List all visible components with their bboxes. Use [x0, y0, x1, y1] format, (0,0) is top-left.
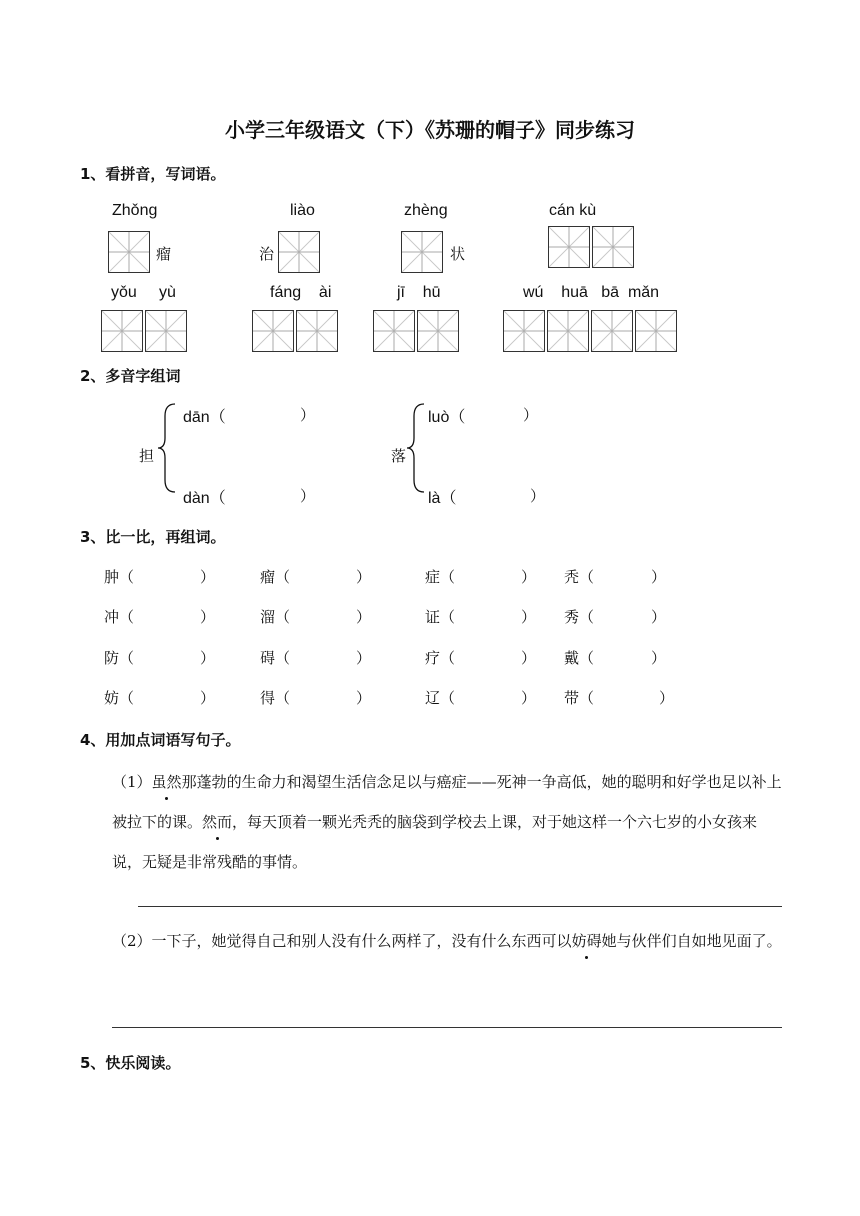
paren-close: ） [651, 608, 667, 626]
suffix-char: 状 [450, 245, 466, 263]
paren-close: ） [300, 487, 316, 505]
section-3-heading: 3、比一比，再组词。 [80, 528, 226, 546]
grid-cell[interactable] [278, 231, 320, 273]
compare-item: 辽（ [425, 689, 456, 707]
paren-close: ） [200, 608, 216, 626]
grid-cell[interactable] [373, 310, 415, 352]
pinyin-wuhuabaman: wú huā bā mǎn [523, 284, 660, 301]
paren-close: ） [521, 689, 537, 707]
reading-luo: luò（ [428, 409, 466, 426]
paren-close: ） [521, 608, 537, 626]
compare-item: 秀（ [564, 608, 595, 626]
pinyin-zheng: zhèng [404, 202, 448, 219]
sentence-part: ，每天顶着一颗光秃秃的脑袋到学校去上课，对于她这样一个六七岁的小女孩来说，无疑是非常残酷的事情。 [112, 813, 758, 871]
paren-close: ） [356, 568, 372, 586]
grid-cell[interactable] [592, 226, 634, 268]
compare-item: 碍（ [260, 649, 291, 667]
reading-dan4: dàn（ [183, 490, 226, 507]
grid-cell[interactable] [635, 310, 677, 352]
writing-grid-liao[interactable] [278, 231, 320, 273]
suffix-char: 瘤 [156, 245, 172, 263]
compare-item: 妨（ [104, 689, 135, 707]
paren-close: ） [651, 649, 667, 667]
pinyin-jihu: jī hū [397, 284, 441, 301]
pinyin-liao: liào [290, 202, 315, 219]
polyphone-char-luo: 落 [391, 447, 407, 465]
paren-close: ） [356, 649, 372, 667]
paren-close: ） [356, 608, 372, 626]
grid-cell[interactable] [503, 310, 545, 352]
paren-close: ） [200, 568, 216, 586]
writing-grid-wuhuabaman[interactable] [503, 310, 677, 352]
compare-item: 证（ [425, 608, 456, 626]
grid-cell[interactable] [591, 310, 633, 352]
compare-item: 带（ [564, 689, 595, 707]
compare-item: 肿（ [104, 568, 135, 586]
grid-cell[interactable] [548, 226, 590, 268]
brace-icon [155, 402, 177, 494]
reading-la: là（ [428, 490, 457, 507]
section-2-heading: 2、多音字组词 [80, 367, 181, 385]
paren-close: ） [200, 689, 216, 707]
question-number: （2） [112, 932, 152, 950]
compare-item: 防（ [104, 649, 135, 667]
paren-close: ） [523, 406, 539, 424]
section-4-heading: 4、用加点词语写句子。 [80, 731, 241, 749]
dotted-word: 虽然 [152, 762, 182, 802]
sentence-part: 一下子，她觉得自己和别人没有什么两样了，没有什么东西可以 [151, 932, 572, 950]
writing-grid-youyu[interactable] [101, 310, 187, 352]
answer-line-2[interactable] [112, 1027, 782, 1028]
paren-close: ） [300, 406, 316, 424]
grid-cell[interactable] [417, 310, 459, 352]
compare-item: 得（ [260, 689, 291, 707]
prefix-char: 治 [259, 245, 275, 263]
writing-grid-fangai[interactable] [252, 310, 338, 352]
grid-cell[interactable] [101, 310, 143, 352]
pinyin-youyu: yǒu yù [111, 284, 176, 301]
grid-cell[interactable] [145, 310, 187, 352]
question-2-text [112, 921, 782, 961]
question-1-text [112, 762, 782, 882]
pinyin-zhong: Zhǒng [112, 202, 158, 219]
reading-dan1: dān（ [183, 409, 226, 426]
pinyin-canku: cán kù [549, 202, 597, 219]
answer-line-1[interactable] [138, 906, 782, 907]
grid-cell[interactable] [252, 310, 294, 352]
grid-cell[interactable] [296, 310, 338, 352]
sentence-part: 那蓬勃的生命力和渴望生活信念足以与癌症——死神一争高低，她的聪明和好学也足以补上被拉下的课。 [112, 773, 782, 831]
compare-item: 戴（ [564, 649, 595, 667]
brace-icon [404, 402, 426, 494]
paren-close: ） [521, 568, 537, 586]
paren-close: ） [521, 649, 537, 667]
compare-item: 秃（ [564, 568, 595, 586]
paren-close: ） [659, 689, 675, 707]
section-1-heading: 1、看拼音，写词语。 [80, 165, 226, 183]
paren-close: ） [356, 689, 372, 707]
compare-item: 溜（ [260, 608, 291, 626]
compare-item: 症（ [425, 568, 456, 586]
paren-close: ） [200, 649, 216, 667]
dotted-word: 然而 [202, 802, 232, 842]
compare-item: 疗（ [425, 649, 456, 667]
grid-cell[interactable] [108, 231, 150, 273]
section-5-heading: 5、快乐阅读。 [80, 1054, 181, 1072]
writing-grid-zhong[interactable] [108, 231, 150, 273]
grid-cell[interactable] [401, 231, 443, 273]
dotted-word: 妨碍 [572, 921, 602, 961]
sentence-part: 她与伙伴们自如地见面了。 [601, 932, 782, 950]
pinyin-fangai: fáng ài [270, 284, 332, 301]
page-title: 小学三年级语文（下）《苏珊的帽子》同步练习 [225, 118, 635, 142]
paren-close: ） [651, 568, 667, 586]
writing-grid-zheng[interactable] [401, 231, 443, 273]
question-number: （1） [112, 773, 152, 791]
paren-close: ） [530, 487, 546, 505]
compare-item: 冲（ [104, 608, 135, 626]
writing-grid-jihu[interactable] [373, 310, 459, 352]
writing-grid-canku[interactable] [548, 226, 634, 268]
compare-item: 瘤（ [260, 568, 291, 586]
grid-cell[interactable] [547, 310, 589, 352]
polyphone-char-dan: 担 [139, 447, 155, 465]
